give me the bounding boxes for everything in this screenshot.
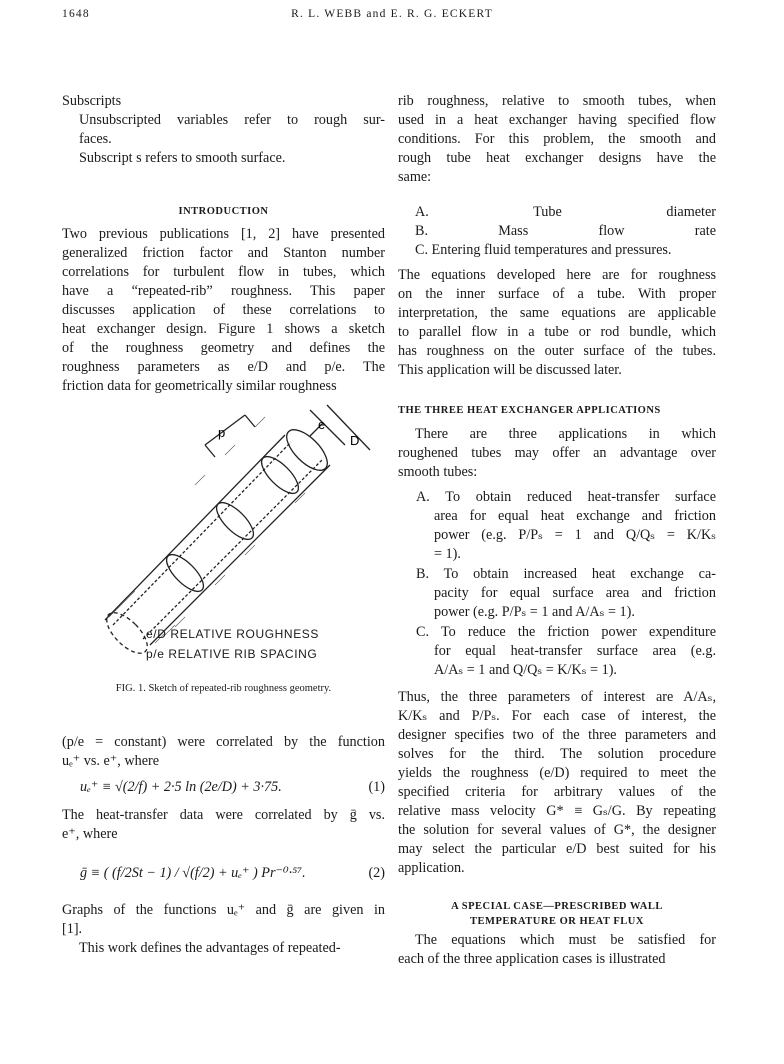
intro-paragraph [62, 225, 385, 396]
heading-line: TEMPERATURE OR HEAT FLUX [470, 916, 644, 927]
text-line: generalized friction factor and Stanton number [62, 245, 385, 261]
heading-line: A SPECIAL CASE—PRESCRIBED WALL [451, 901, 663, 912]
text-line: roughened tubes may offer an advantage over [398, 445, 716, 461]
paragraph [398, 425, 716, 482]
paragraph [62, 901, 385, 939]
text-line: This application will be discussed later. [398, 362, 622, 378]
pitch-dimension [205, 415, 255, 457]
text-line: (p/e = constant) were correlated by the function [62, 734, 385, 750]
text-line: K/Kₛ and P/Pₛ. For each case of interest, the [398, 708, 716, 724]
text-line: relative mass velocity G* ≡ Gₛ/G. By repeating [398, 803, 716, 819]
page-number: 1648 [62, 8, 90, 20]
text-line: There are three applications in which [415, 426, 716, 442]
text-line: C. Entering fluid temperatures and pressures. [415, 242, 672, 258]
text-line: the solution for several values of G*, the designer [398, 822, 716, 838]
equation-1-number: (1) [368, 779, 385, 795]
text-line: interpretation, the same equations are applicable [398, 305, 716, 321]
text-line: discusses application of these correlations to [62, 302, 385, 318]
text-line: pacity for equal surface area and friction [434, 585, 716, 601]
paragraph [398, 931, 716, 969]
same-list [398, 203, 716, 260]
equation-1-text: uₑ⁺ ≡ √(2/f) + 2·5 ln (2e/D) + 3·75. [80, 779, 282, 795]
text-line: The equations developed here are for roughness [398, 267, 716, 283]
text-line: [1]. [62, 921, 83, 937]
text-line: of the roughness geometry and defines the [62, 340, 385, 356]
text-line: uₑ⁺ vs. e⁺, where [62, 753, 160, 769]
text-line: on the inner surface of a tube. With proper [398, 286, 716, 302]
text-line: rough tube heat exchanger designs have the [398, 150, 716, 166]
text-line: Two previous publications [1, 2] have presented [62, 226, 385, 242]
label-D: D [350, 433, 360, 448]
rib [161, 549, 209, 597]
text-line: This work defines the advantages of repeated- [79, 940, 341, 956]
introduction-heading: INTRODUCTION [178, 206, 269, 217]
text-line: = 1). [434, 546, 461, 562]
rib [256, 451, 304, 499]
text-line: B. Mass flow rate [415, 223, 716, 239]
label-e: e [318, 417, 326, 432]
text-line: heat exchanger design. Figure 1 shows a sketch [62, 321, 385, 337]
text-line: B. To obtain increased heat exchange ca- [416, 566, 716, 582]
rib [211, 497, 259, 545]
subscripts-heading: Subscripts [62, 93, 122, 109]
text-line: application. [398, 860, 465, 876]
text-line: to parallel flow in a tube or rod bundle, which [398, 324, 716, 340]
paragraph [398, 92, 716, 187]
text-line: rib roughness, relative to smooth tubes, when [398, 93, 716, 109]
text-line: Thus, the three parameters of interest are A/Aₛ, [398, 689, 716, 705]
paragraph [62, 939, 385, 958]
text-line: specified criteria for arbitrary values of the [398, 784, 716, 800]
paragraph [398, 688, 716, 878]
text-line: C. To reduce the friction power expenditure [416, 624, 716, 640]
rib-height-dimension [310, 410, 345, 445]
text-line: A/Aₛ = 1 and Q/Qₛ = K/Kₛ = 1). [434, 662, 617, 678]
text-line: e⁺, where [62, 826, 118, 842]
equation-2-text: ḡ ≡ ( (f/2St − 1) / √(f/2) + uₑ⁺ ) Pr⁻⁰·⁵⁷. [80, 865, 306, 881]
text-line: for equal heat-transfer surface area (e.g. [434, 643, 716, 659]
text-line: A. To obtain reduced heat-transfer surface [416, 489, 716, 505]
text-line: designer specifies two of the three parameters and [398, 727, 716, 743]
application-c [398, 623, 716, 680]
special-case-heading [398, 899, 716, 929]
figure-legend-relative-roughness: e/D RELATIVE ROUGHNESS [146, 627, 320, 641]
text-line: conditions. For this problem, the smooth and [398, 131, 716, 147]
text-line: yields the roughness (e/D) required to meet the [398, 765, 716, 781]
text-line: The heat-transfer data were correlated by ḡ vs. [62, 807, 385, 823]
text-line: friction data for geometrically similar roughness [62, 378, 337, 394]
equation-2 [80, 865, 385, 882]
text-line: may select the particular e/D best suited for his [398, 841, 716, 857]
text-line: power (e.g. P/Pₛ = 1 and Q/Qₛ = K/Kₛ [434, 527, 716, 543]
text-line: area for equal heat exchange and friction [434, 508, 716, 524]
text-line: solves for the third. The solution procedure [398, 746, 716, 762]
text-line: faces. [79, 131, 112, 147]
text-line: Unsubscripted variables refer to rough sur- [79, 112, 385, 128]
application-b [398, 565, 716, 622]
paragraph [62, 733, 385, 771]
running-title: R. L. WEBB and E. R. G. ECKERT [291, 8, 493, 20]
application-a [398, 488, 716, 564]
label-p: p [218, 425, 226, 440]
applications-heading: THE THREE HEAT EXCHANGER APPLICATIONS [398, 405, 661, 416]
text-line: roughness parameters as e/D and p/e. The [62, 359, 385, 375]
text-line: used in a heat exchanger having specified flow [398, 112, 716, 128]
figure-legend-relative-rib-spacing: p/e RELATIVE RIB SPACING [146, 647, 318, 661]
paragraph [398, 266, 716, 380]
text-line: power (e.g. P/Pₛ = 1 and A/Aₛ = 1). [434, 604, 635, 620]
equation-1 [80, 779, 385, 796]
text-line: smooth tubes: [398, 464, 478, 480]
text-line: has roughness on the outer surface of the tubes. [398, 343, 716, 359]
subscripts-section [62, 92, 385, 168]
text-line: A. Tube diameter [415, 204, 716, 220]
figure-caption: FIG. 1. Sketch of repeated-rib roughness geometry. [115, 683, 332, 694]
text-line: Graphs of the functions uₑ⁺ and ḡ are given in [62, 902, 385, 918]
text-line: same: [398, 169, 432, 185]
text-line: have a “repeated-rib” roughness. This paper [62, 283, 385, 299]
text-line: each of the three application cases is illustrated [398, 951, 666, 967]
equation-2-number: (2) [368, 865, 385, 881]
text-line: correlations for turbulent flow in tubes, which [62, 264, 385, 280]
text-line: The equations which must be satisfied for [415, 932, 716, 948]
tube-outer-top [105, 435, 285, 620]
paragraph [62, 806, 385, 844]
text-line: Subscript s refers to smooth surface. [79, 150, 286, 166]
